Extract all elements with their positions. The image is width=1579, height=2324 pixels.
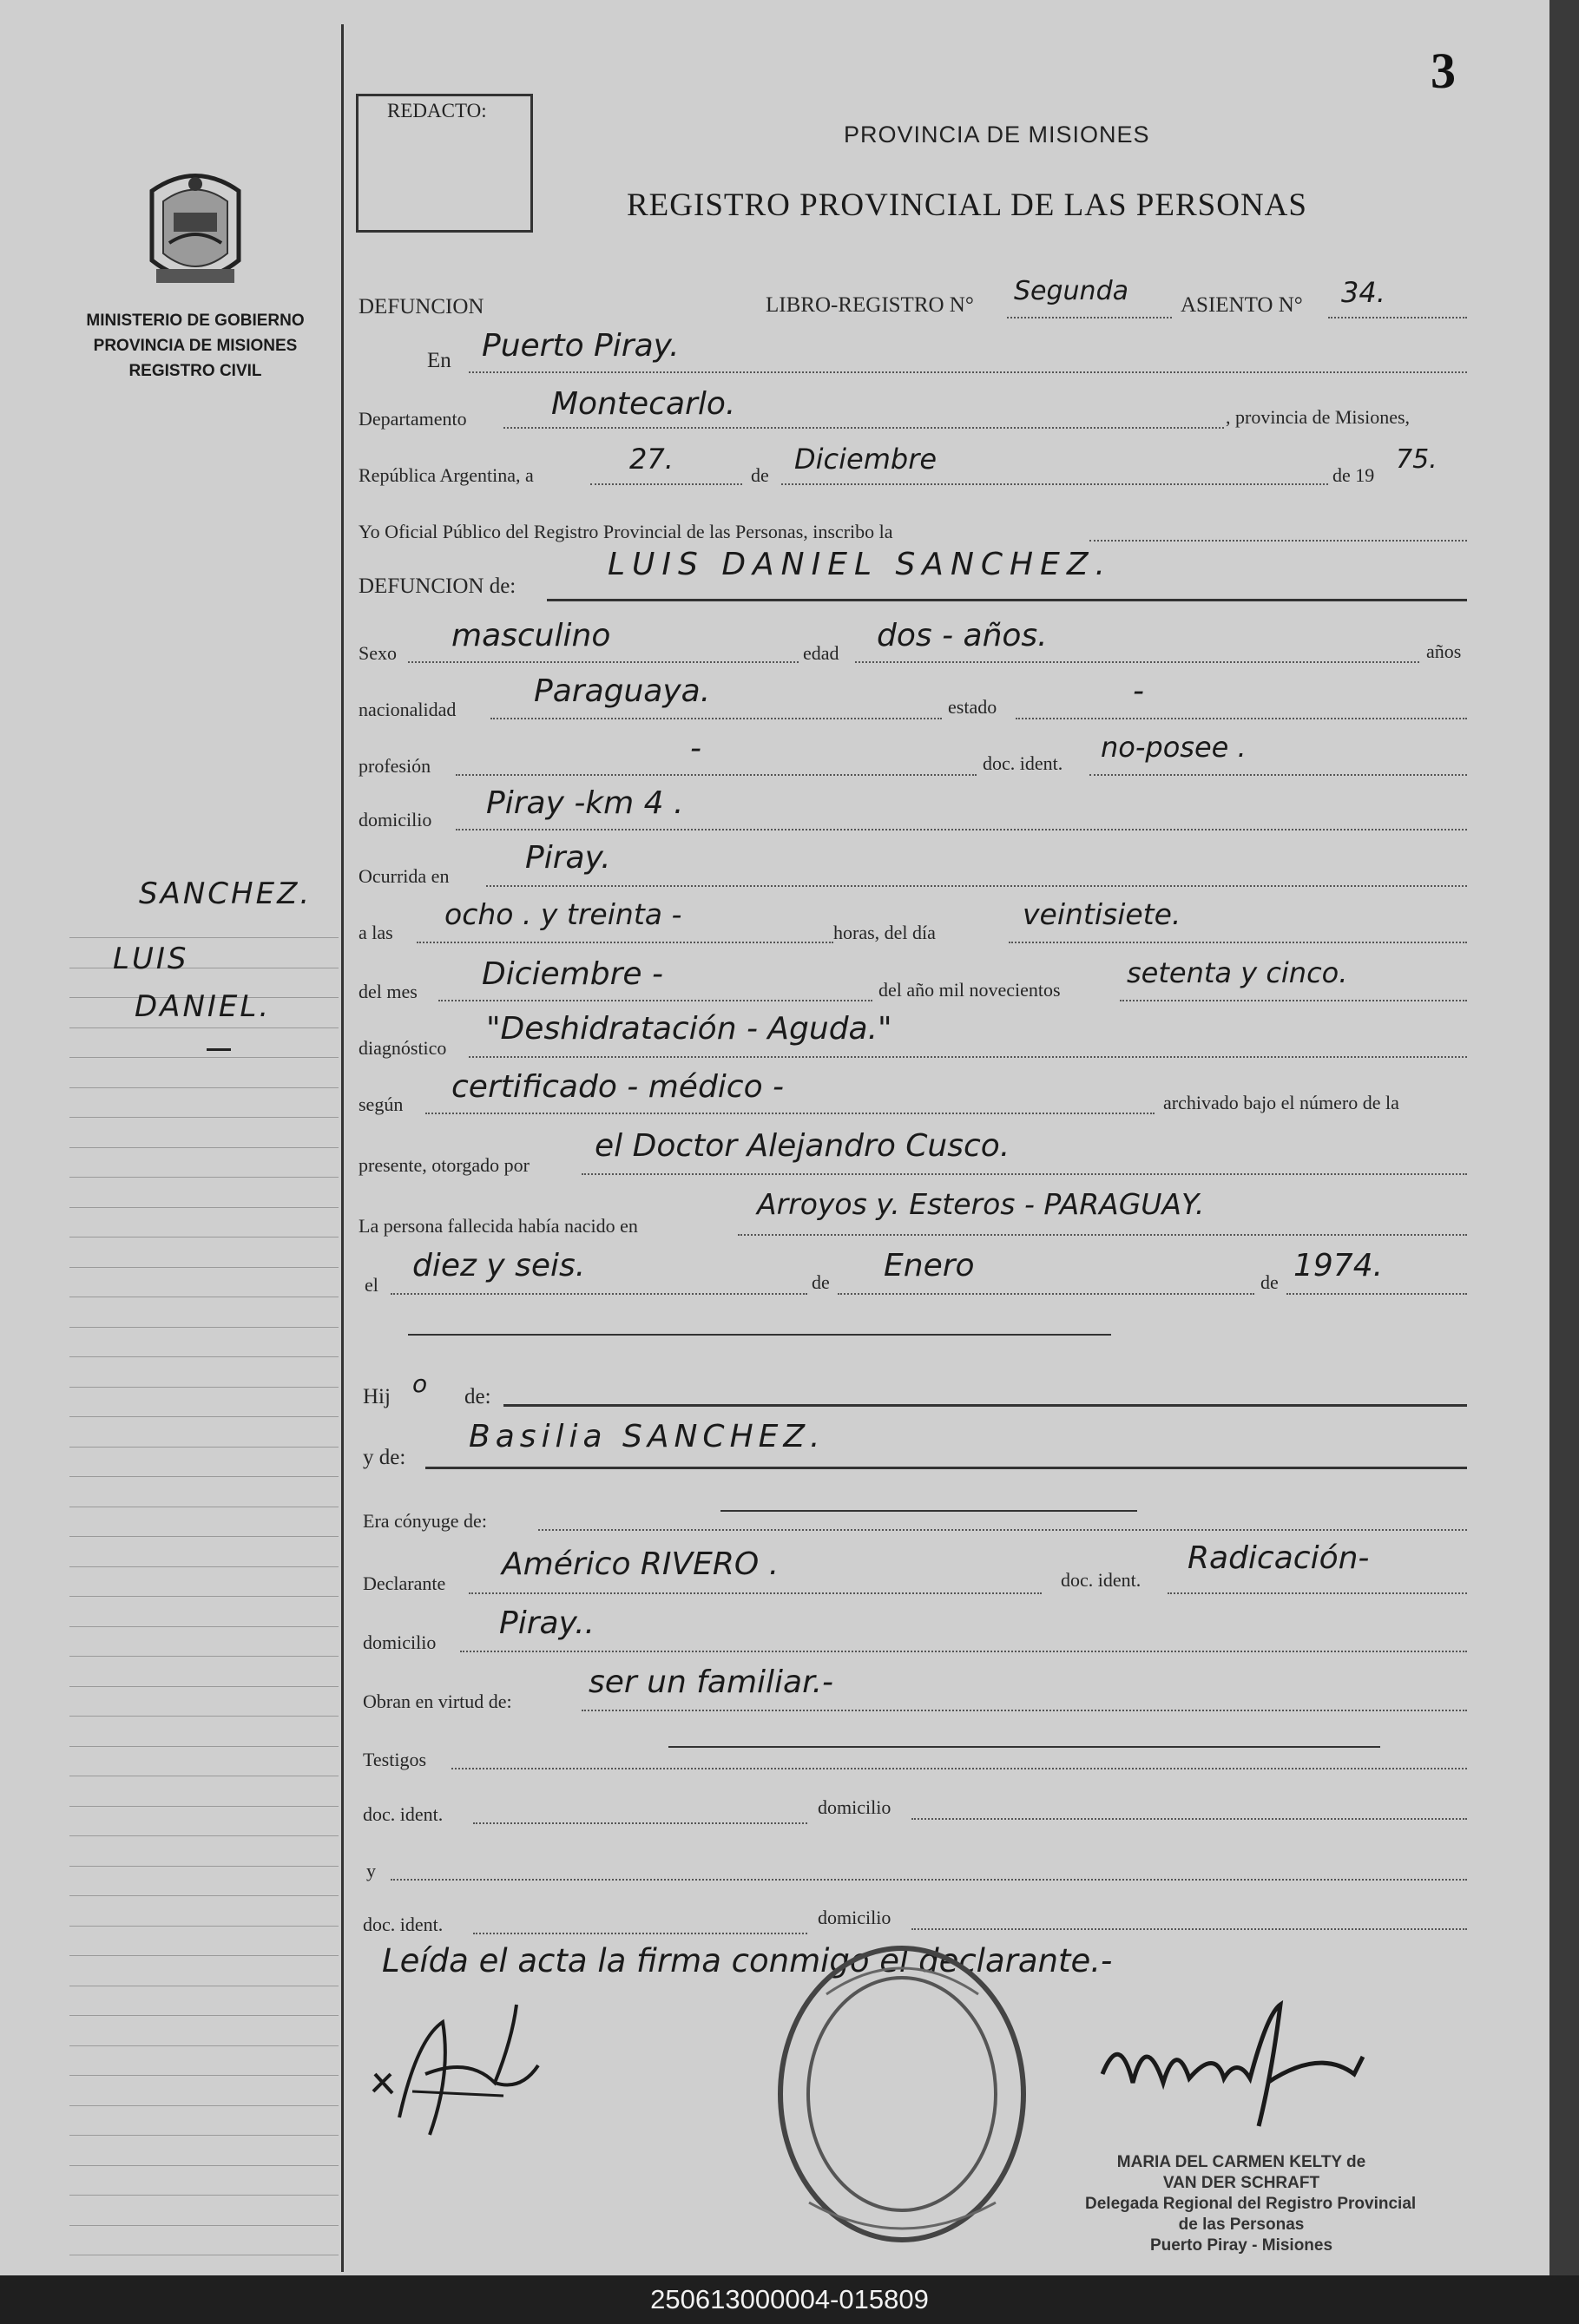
- asiento-line: [1328, 317, 1467, 318]
- oficial-text: Yo Oficial Público del Registro Provincial de las Personas, inscribo la: [359, 521, 893, 542]
- margin-ruled-line: [69, 1177, 339, 1178]
- margin-ruled-line: [69, 1356, 339, 1357]
- horas-line: [1009, 942, 1467, 943]
- declarante-label: Declarante: [363, 1572, 446, 1594]
- declarante-line: [469, 1592, 1042, 1594]
- margin-ruled-line: [69, 937, 339, 938]
- el-value: diez y seis.: [412, 1248, 586, 1283]
- libro-value: Segunda: [1014, 276, 1128, 306]
- margin-ruled-line: [69, 2105, 339, 2106]
- doc-ident4-line: [473, 1933, 807, 1934]
- margin-ruled-line: [69, 1746, 339, 1747]
- registry-title: REGISTRO PROVINCIAL DE LAS PERSONAS: [627, 187, 1307, 223]
- doc-ident3-label: doc. ident.: [363, 1803, 444, 1825]
- margin-ruled-line: [69, 2045, 339, 2046]
- republica-label: República Argentina, a: [359, 464, 534, 486]
- sexo-line: [408, 661, 799, 663]
- margin-ruled-line: [69, 1955, 339, 1956]
- libro-line: [1007, 317, 1172, 318]
- official-title: Delegada Regional del Registro Provincial: [1085, 2195, 1417, 2213]
- declarant-signature-icon: [365, 1987, 556, 2152]
- diagnostico-value: "Deshidratación - Aguda.": [486, 1011, 892, 1047]
- margin-ruled-line: [69, 2015, 339, 2016]
- domicilio-line: [456, 829, 1467, 830]
- official-name: MARIA DEL CARMEN KELTY de: [1116, 2153, 1366, 2171]
- page-number: 3: [1431, 43, 1456, 99]
- del-mes-line: [438, 1000, 872, 1001]
- anio2-value: 1974.: [1293, 1248, 1384, 1283]
- official-signature-block: [1085, 2152, 1417, 2256]
- margin-ruled-line: [69, 2195, 339, 2196]
- image-code: 250613000004-015809: [0, 2275, 1579, 2324]
- edad-label: edad: [803, 642, 839, 664]
- margin-ruled-line: [69, 1087, 339, 1088]
- mes-value: Diciembre: [794, 443, 938, 476]
- nacido-value: Arroyos y. Esteros - PARAGUAY.: [757, 1187, 1205, 1221]
- mes2-value: Enero: [884, 1248, 975, 1283]
- ocurrida-line: [486, 885, 1467, 887]
- margin-ruled-line: [69, 1416, 339, 1417]
- domicilio4-line: [911, 1928, 1467, 1930]
- de-anio-label: de 19: [1332, 464, 1375, 486]
- el-line: [391, 1293, 807, 1295]
- provincia-label: , provincia de Misiones,: [1226, 406, 1411, 428]
- defuncion-label: DEFUNCION: [359, 295, 484, 318]
- a-las-line: [417, 942, 833, 943]
- nacionalidad-label: nacionalidad: [359, 699, 457, 720]
- estado-line: [1016, 718, 1467, 719]
- profesion-value: -: [690, 731, 701, 766]
- ocurrida-label: Ocurrida en: [359, 865, 450, 887]
- margin-ruled-line: [69, 1327, 339, 1328]
- separator-line: [408, 1334, 1111, 1336]
- sexo-label: Sexo: [359, 642, 397, 664]
- doc-ident2-line: [1168, 1592, 1467, 1594]
- margin-ruled-line: [69, 2075, 339, 2076]
- profesion-line: [456, 774, 977, 776]
- en-label: En: [427, 349, 451, 372]
- segun-label: según: [359, 1093, 404, 1115]
- margin-ruled-line: [69, 1926, 339, 1927]
- margin-ruled-line: [69, 1476, 339, 1477]
- ministry-line: MINISTERIO DE GOBIERNO: [86, 312, 305, 330]
- sexo-value: masculino: [451, 618, 611, 653]
- margin-ruled-line: [69, 1806, 339, 1807]
- asiento-value: 34.: [1341, 276, 1385, 309]
- redacto-box: [356, 94, 533, 233]
- profesion-label: profesión: [359, 755, 431, 777]
- domicilio2-line: [460, 1651, 1467, 1652]
- anio-value: 75.: [1396, 444, 1438, 475]
- edad-value: dos - años.: [877, 618, 1048, 653]
- margin-middle-name: DANIEL.: [135, 989, 272, 1024]
- defuncion-de-value: LUIS DANIEL SANCHEZ.: [608, 547, 1112, 582]
- margin-ruled-line: [69, 1626, 339, 1627]
- domicilio2-label: domicilio: [363, 1631, 437, 1653]
- domicilio2-value: Piray..: [499, 1605, 595, 1641]
- archivado-label: archivado bajo el número de la: [1163, 1092, 1399, 1113]
- nacido-label: La persona fallecida había nacido en: [359, 1215, 638, 1237]
- margin-surname: SANCHEZ.: [139, 876, 313, 911]
- anio2-line: [1286, 1293, 1467, 1295]
- conyuge-line: [538, 1529, 1467, 1531]
- official-location: Puerto Piray - Misiones: [1149, 2236, 1333, 2255]
- de3-label: de: [1260, 1271, 1279, 1293]
- ministry-heading: [52, 308, 339, 384]
- obran-line: [582, 1710, 1467, 1711]
- asiento-label: ASIENTO N°: [1181, 293, 1303, 317]
- margin-dash: [207, 1048, 231, 1051]
- doc-ident-label: doc. ident.: [983, 752, 1063, 774]
- libro-label: LIBRO-REGISTRO N°: [766, 293, 974, 317]
- doc-ident3-line: [473, 1822, 807, 1824]
- departamento-label: Departamento: [359, 408, 467, 430]
- de2-label: de: [812, 1271, 830, 1293]
- presente-label: presente, otorgado por: [359, 1154, 530, 1176]
- hijo-line: [503, 1404, 1467, 1407]
- domicilio-label: domicilio: [359, 809, 432, 830]
- obran-value: ser un familiar.-: [589, 1664, 834, 1700]
- testigos-label: Testigos: [363, 1749, 427, 1770]
- diagnostico-label: diagnóstico: [359, 1037, 447, 1059]
- en-value: Puerto Piray.: [482, 328, 680, 364]
- estado-label: estado: [948, 696, 997, 718]
- departamento-line: [503, 427, 1224, 429]
- testigos-strike: [668, 1746, 1380, 1748]
- ministry-line: REGISTRO CIVIL: [128, 362, 262, 380]
- doc-ident-value: no-posee .: [1101, 731, 1247, 764]
- ministry-line: PROVINCIA DE MISIONES: [93, 337, 298, 355]
- margin-ruled-line: [69, 1147, 339, 1148]
- doc-ident2-value: Radicación-: [1188, 1540, 1370, 1576]
- y-de-value: Basilia SANCHEZ.: [469, 1419, 826, 1454]
- diagnostico-line: [469, 1056, 1467, 1058]
- domicilio3-line: [911, 1818, 1467, 1820]
- page-edge: [1549, 0, 1579, 2275]
- nacido-line: [738, 1234, 1467, 1236]
- margin-ruled-line: [69, 2225, 339, 2226]
- estado-value: -: [1133, 673, 1144, 709]
- del-mes-label: del mes: [359, 981, 418, 1002]
- margin-ruled-line: [69, 1057, 339, 1058]
- a-las-label: a las: [359, 922, 393, 943]
- dia-line: [590, 483, 742, 485]
- margin-ruled-line: [69, 1716, 339, 1717]
- domicilio-value: Piray -km 4 .: [486, 785, 684, 821]
- horas-value: veintisiete.: [1023, 897, 1181, 931]
- defuncion-de-label: DEFUNCION de:: [359, 574, 516, 598]
- doc-ident2-label: doc. ident.: [1061, 1569, 1141, 1591]
- anio-mil-line: [1120, 1000, 1467, 1001]
- hijo-label: Hij: [363, 1385, 391, 1408]
- anio-mil-value: setenta y cinco.: [1127, 956, 1348, 989]
- margin-ruled-line: [69, 1835, 339, 1836]
- coat-of-arms-icon: [139, 165, 252, 295]
- anio-mil-label: del año mil novecientos: [878, 979, 1061, 1001]
- defuncion-de-line: [547, 599, 1467, 601]
- margin-ruled-line: [69, 2135, 339, 2136]
- a-las-value: ocho . y treinta -: [444, 897, 682, 931]
- margin-ruled-line: [69, 1447, 339, 1448]
- doc-ident4-label: doc. ident.: [363, 1914, 444, 1935]
- doc-ident-line: [1089, 774, 1467, 776]
- y-de-label: y de:: [363, 1446, 406, 1469]
- y-de-line: [425, 1467, 1467, 1469]
- margin-ruled-line: [69, 1267, 339, 1268]
- official-surname: VAN DER SCHRAFT: [1162, 2174, 1320, 2192]
- declarante-value: Américo RIVERO .: [502, 1546, 780, 1582]
- margin-first-name: LUIS: [113, 942, 189, 976]
- ocurrida-value: Piray.: [525, 840, 611, 876]
- margin-ruled-line: [69, 1207, 339, 1208]
- margin-ruled-line: [69, 1566, 339, 1567]
- province-title: PROVINCIA DE MISIONES: [844, 121, 1150, 148]
- margin-rule: [341, 24, 344, 2272]
- margin-ruled-line: [69, 2165, 339, 2166]
- presente-line: [582, 1173, 1467, 1175]
- margin-ruled-line: [69, 1387, 339, 1388]
- presente-value: el Doctor Alejandro Cusco.: [595, 1128, 1010, 1164]
- oficial-line: [1089, 540, 1467, 542]
- de-hijo-label: de:: [464, 1385, 491, 1408]
- conyuge-label: Era cónyuge de:: [363, 1510, 487, 1532]
- edad-line: [855, 661, 1419, 663]
- en-line: [469, 371, 1467, 373]
- mes-line: [781, 483, 1328, 485]
- departamento-value: Montecarlo.: [551, 386, 736, 422]
- testigos-line: [451, 1768, 1467, 1769]
- margin-ruled-line: [69, 1027, 339, 1028]
- horas-label: horas, del día: [833, 922, 936, 943]
- conyuge-strike: [720, 1510, 1137, 1512]
- domicilio3-label: domicilio: [818, 1796, 891, 1818]
- el-label: el: [365, 1274, 378, 1296]
- anios-label: años: [1426, 640, 1462, 662]
- hijo-suffix: o: [412, 1369, 428, 1398]
- redacto-label: REDACTO:: [387, 100, 487, 121]
- segun-value: certificado - médico -: [451, 1069, 785, 1105]
- margin-ruled-line: [69, 1596, 339, 1597]
- y-line: [391, 1879, 1467, 1881]
- segun-line: [425, 1113, 1155, 1114]
- official-signature-icon: [1094, 1996, 1372, 2135]
- mes2-line: [838, 1293, 1254, 1295]
- margin-ruled-line: [69, 1656, 339, 1657]
- obran-label: Obran en virtud de:: [363, 1690, 512, 1712]
- de-label: de: [751, 464, 769, 486]
- domicilio4-label: domicilio: [818, 1907, 891, 1928]
- y-label: y: [366, 1860, 376, 1881]
- closing-text: Leída el acta la firma conmigo el declarante.-: [382, 1942, 1113, 1979]
- dia-value: 27.: [629, 443, 674, 476]
- nacionalidad-line: [490, 718, 942, 719]
- margin-ruled-line: [69, 1866, 339, 1867]
- margin-ruled-line: [69, 1686, 339, 1687]
- del-mes-value: Diciembre -: [482, 956, 663, 992]
- nacionalidad-value: Paraguaya.: [534, 673, 711, 709]
- margin-ruled-line: [69, 1117, 339, 1118]
- official-stamp-icon: [774, 1942, 1030, 2246]
- margin-ruled-line: [69, 1536, 339, 1537]
- official-title-2: de las Personas: [1178, 2216, 1305, 2234]
- margin-ruled-line: [69, 1895, 339, 1896]
